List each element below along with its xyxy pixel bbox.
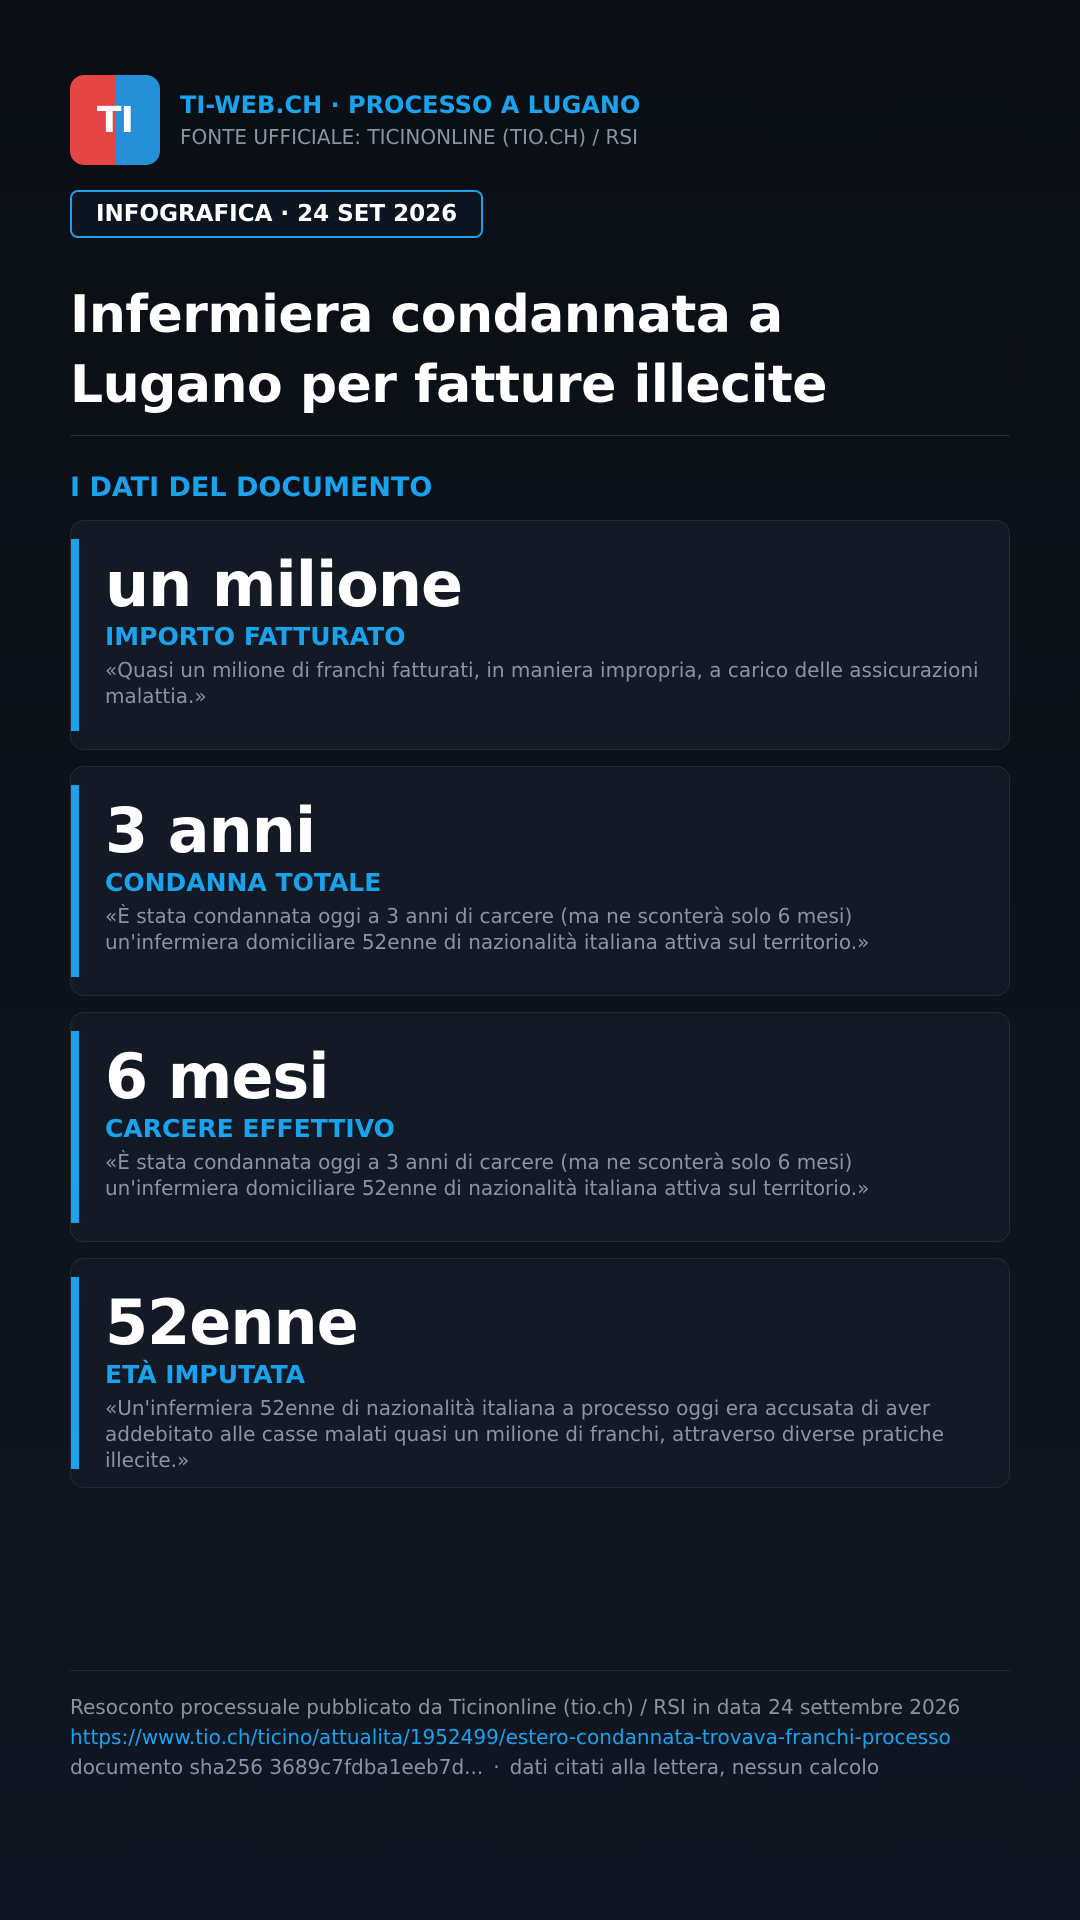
data-card-sentence <box>70 766 1010 996</box>
page-title: Infermiera condannata a Lugano per fatture illecite <box>70 285 828 415</box>
card-accent-bar <box>71 1031 79 1223</box>
data-card-prison <box>70 1012 1010 1242</box>
card-label: IMPORTO FATTURATO <box>105 622 406 651</box>
card-value: 3 anni <box>105 794 316 867</box>
card-content <box>105 1040 981 1201</box>
card-content <box>105 548 981 709</box>
footer-divider <box>70 1670 1010 1671</box>
footer-source-link[interactable]: https://www.tio.ch/ticino/attualita/1952499/estero-condannata-trovava-franchi-processo <box>70 1725 951 1749</box>
data-card-amount <box>70 520 1010 750</box>
card-value: un milione <box>105 548 463 621</box>
card-accent-bar <box>71 785 79 977</box>
footer-source-line: Resoconto processuale pubblicato da Ticinonline (tio.ch) / RSI in data 24 settembre 2026 <box>70 1695 961 1719</box>
footer-hash: documento sha256 3689c7fdba1eeb7d... <box>70 1755 484 1779</box>
card-accent-bar <box>71 539 79 731</box>
logo-text: TI <box>97 99 133 141</box>
data-cards <box>70 520 1010 1504</box>
logo <box>70 75 160 165</box>
data-card-age <box>70 1258 1010 1488</box>
card-accent-bar <box>71 1277 79 1469</box>
card-content <box>105 1286 981 1473</box>
site-name: TI-WEB.CH · PROCESSO A LUGANO <box>180 91 641 119</box>
header <box>70 75 640 165</box>
page <box>70 0 1010 1920</box>
card-label: ETÀ IMPUTATA <box>105 1360 306 1389</box>
card-quote: «Quasi un milione di franchi fatturati, in maniera impropria, a carico delle assicurazioni malattia.» <box>105 658 979 708</box>
card-quote: «È stata condannata oggi a 3 anni di carcere (ma ne sconterà solo 6 mesi) un'infermiera domiciliare 52enne di nazionalità italiana attiva sul territorio.» <box>105 1150 870 1200</box>
card-label: CONDANNA TOTALE <box>105 868 382 897</box>
footer-note: dati citati alla lettera, nessun calcolo <box>509 1755 880 1779</box>
card-quote: «Un'infermiera 52enne di nazionalità italiana a processo oggi era accusata di aver addebitato alle casse malati quasi un milione di franchi, attraverso diverse pratiche illecite.» <box>105 1396 945 1472</box>
card-quote: «È stata condannata oggi a 3 anni di carcere (ma ne sconterà solo 6 mesi) un'infermiera domiciliare 52enne di nazionalità italiana attiva sul territorio.» <box>105 904 870 954</box>
card-content <box>105 794 981 955</box>
source-label: FONTE UFFICIALE: TICINONLINE (TIO.CH) / RSI <box>180 125 638 149</box>
header-text <box>180 88 640 152</box>
infographic-badge: INFOGRAFICA · 24 SET 2026 <box>70 190 483 238</box>
card-label: CARCERE EFFETTIVO <box>105 1114 395 1143</box>
card-value: 52enne <box>105 1286 358 1359</box>
footer-meta <box>70 1752 1010 1782</box>
footer-separator: · <box>493 1755 500 1779</box>
card-value: 6 mesi <box>105 1040 329 1113</box>
section-title: I DATI DEL DOCUMENTO <box>70 472 433 503</box>
title-divider <box>70 435 1010 436</box>
footer <box>70 1692 1010 1782</box>
